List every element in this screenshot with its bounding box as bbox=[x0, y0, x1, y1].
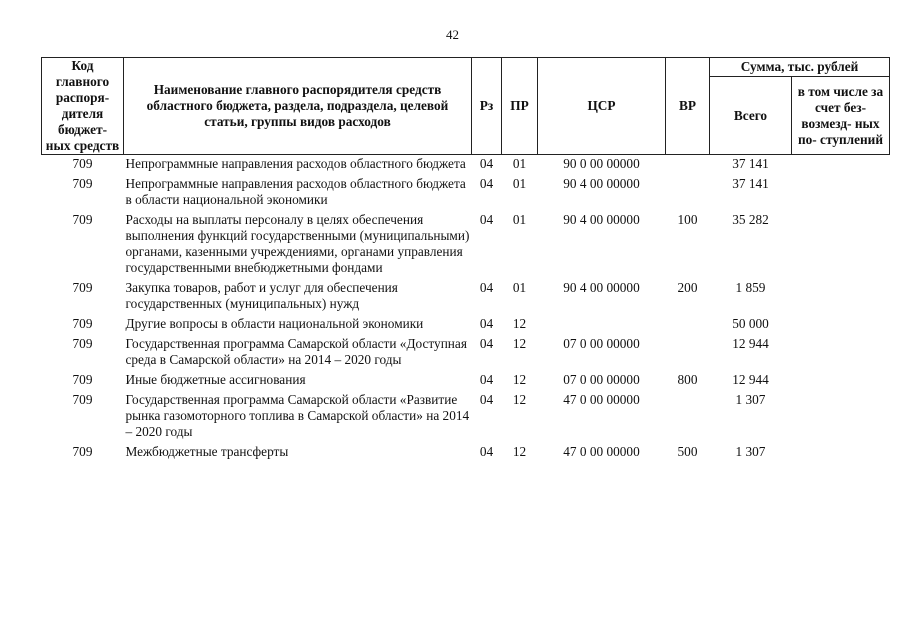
cell-vr bbox=[666, 175, 710, 211]
cell-name: Государственная программа Самарской области «Доступная среда в Самарской области» на 2014 – 2020 годы bbox=[125, 336, 467, 367]
cell-name: Непрограммные направления расходов областного бюджета в области национальной экономики bbox=[125, 176, 466, 207]
cell-pr: 12 bbox=[512, 372, 527, 387]
cell-total: 12 944 bbox=[732, 372, 769, 387]
cell-code: 709 bbox=[72, 212, 93, 227]
cell-code: 709 bbox=[72, 392, 93, 407]
cell-total: 1 307 bbox=[735, 392, 766, 407]
cell-vr bbox=[666, 155, 710, 176]
budget-table bbox=[41, 57, 890, 463]
cell-code: 709 bbox=[72, 336, 93, 351]
cell-total: 37 141 bbox=[732, 176, 769, 191]
table-row bbox=[42, 279, 890, 315]
cell-grants bbox=[792, 211, 890, 279]
cell-pr: 12 bbox=[512, 336, 527, 351]
cell-pr: 01 bbox=[512, 176, 527, 191]
header-rz: Рз bbox=[472, 58, 502, 155]
cell-code: 709 bbox=[72, 372, 93, 387]
cell-csr: 90 4 00 00000 bbox=[563, 280, 640, 295]
cell-grants bbox=[792, 443, 890, 463]
table-row bbox=[42, 155, 890, 176]
cell-total: 35 282 bbox=[732, 212, 769, 227]
cell-pr: 12 bbox=[512, 392, 527, 407]
cell-vr bbox=[666, 315, 710, 335]
cell-code: 709 bbox=[72, 280, 93, 295]
cell-name: Непрограммные направления расходов областного бюджета bbox=[125, 156, 466, 171]
cell-rz: 04 bbox=[479, 212, 494, 227]
cell-rz: 04 bbox=[479, 336, 494, 351]
table-row bbox=[42, 391, 890, 443]
cell-total: 37 141 bbox=[732, 156, 769, 171]
cell-csr: 07 0 00 00000 bbox=[563, 336, 640, 351]
cell-vr: 800 bbox=[677, 372, 698, 387]
cell-name: Межбюджетные трансферты bbox=[125, 444, 289, 459]
header-pr: ПР bbox=[502, 58, 538, 155]
cell-vr: 100 bbox=[677, 212, 698, 227]
header-grants: в том числе за счет без- возмезд- ных по- ступлений bbox=[792, 77, 890, 155]
cell-grants bbox=[792, 391, 890, 443]
cell-rz: 04 bbox=[479, 444, 494, 459]
cell-pr: 12 bbox=[512, 444, 527, 459]
cell-total: 1 307 bbox=[735, 444, 766, 459]
table-row bbox=[42, 371, 890, 391]
table-row bbox=[42, 335, 890, 371]
cell-pr: 01 bbox=[512, 280, 527, 295]
cell-grants bbox=[792, 155, 890, 176]
header-csr: ЦСР bbox=[538, 58, 666, 155]
table-row bbox=[42, 315, 890, 335]
cell-grants bbox=[792, 279, 890, 315]
cell-csr: 07 0 00 00000 bbox=[563, 372, 640, 387]
cell-total: 50 000 bbox=[732, 316, 769, 331]
cell-csr: 90 4 00 00000 bbox=[563, 176, 640, 191]
cell-csr: 90 4 00 00000 bbox=[563, 212, 640, 227]
cell-name: Иные бюджетные ассигнования bbox=[125, 372, 306, 387]
cell-pr: 01 bbox=[512, 156, 527, 171]
header-total: Всего bbox=[710, 77, 792, 155]
cell-grants bbox=[792, 315, 890, 335]
cell-grants bbox=[792, 335, 890, 371]
cell-total: 12 944 bbox=[732, 336, 769, 351]
table-body bbox=[42, 155, 890, 464]
cell-name: Государственная программа Самарской области «Развитие рынка газомоторного топлива в Самарской области» на 2014 – 2020 годы bbox=[125, 392, 470, 439]
cell-code: 709 bbox=[72, 316, 93, 331]
cell-rz: 04 bbox=[479, 392, 494, 407]
table-row bbox=[42, 175, 890, 211]
cell-vr bbox=[666, 335, 710, 371]
header-vr: ВР bbox=[666, 58, 710, 155]
cell-name: Расходы на выплаты персоналу в целях обеспечения выполнения функций государственными (муниципальными) органами, казенными учреждениями, органами управления государственными внебюджетными фондами bbox=[125, 212, 470, 275]
cell-rz: 04 bbox=[479, 316, 494, 331]
cell-code: 709 bbox=[72, 176, 93, 191]
cell-csr: 47 0 00 00000 bbox=[563, 392, 640, 407]
cell-grants bbox=[792, 175, 890, 211]
cell-rz: 04 bbox=[479, 372, 494, 387]
cell-vr bbox=[666, 391, 710, 443]
table-row bbox=[42, 211, 890, 279]
cell-csr: 47 0 00 00000 bbox=[563, 444, 640, 459]
cell-pr: 12 bbox=[512, 316, 527, 331]
cell-csr bbox=[538, 315, 666, 335]
cell-rz: 04 bbox=[479, 156, 494, 171]
table-row bbox=[42, 443, 890, 463]
header-name: Наименование главного распорядителя средств областного бюджета, раздела, подраздела, целевой статьи, группы видов расходов bbox=[124, 58, 472, 155]
page-number: 42 bbox=[446, 27, 459, 42]
cell-name: Закупка товаров, работ и услуг для обеспечения государственных (муниципальных) нужд bbox=[125, 280, 398, 311]
cell-code: 709 bbox=[72, 444, 93, 459]
cell-vr: 500 bbox=[677, 444, 698, 459]
header-sum: Сумма, тыс. рублей bbox=[710, 58, 890, 77]
cell-name: Другие вопросы в области национальной экономики bbox=[125, 316, 424, 331]
cell-grants bbox=[792, 371, 890, 391]
cell-rz: 04 bbox=[479, 280, 494, 295]
cell-csr: 90 0 00 00000 bbox=[563, 156, 640, 171]
cell-code: 709 bbox=[72, 156, 93, 171]
cell-rz: 04 bbox=[479, 176, 494, 191]
header-code: Код главного распоря- дителя бюджет- ных средств bbox=[42, 58, 124, 155]
cell-total: 1 859 bbox=[735, 280, 766, 295]
cell-pr: 01 bbox=[512, 212, 527, 227]
cell-vr: 200 bbox=[677, 280, 698, 295]
